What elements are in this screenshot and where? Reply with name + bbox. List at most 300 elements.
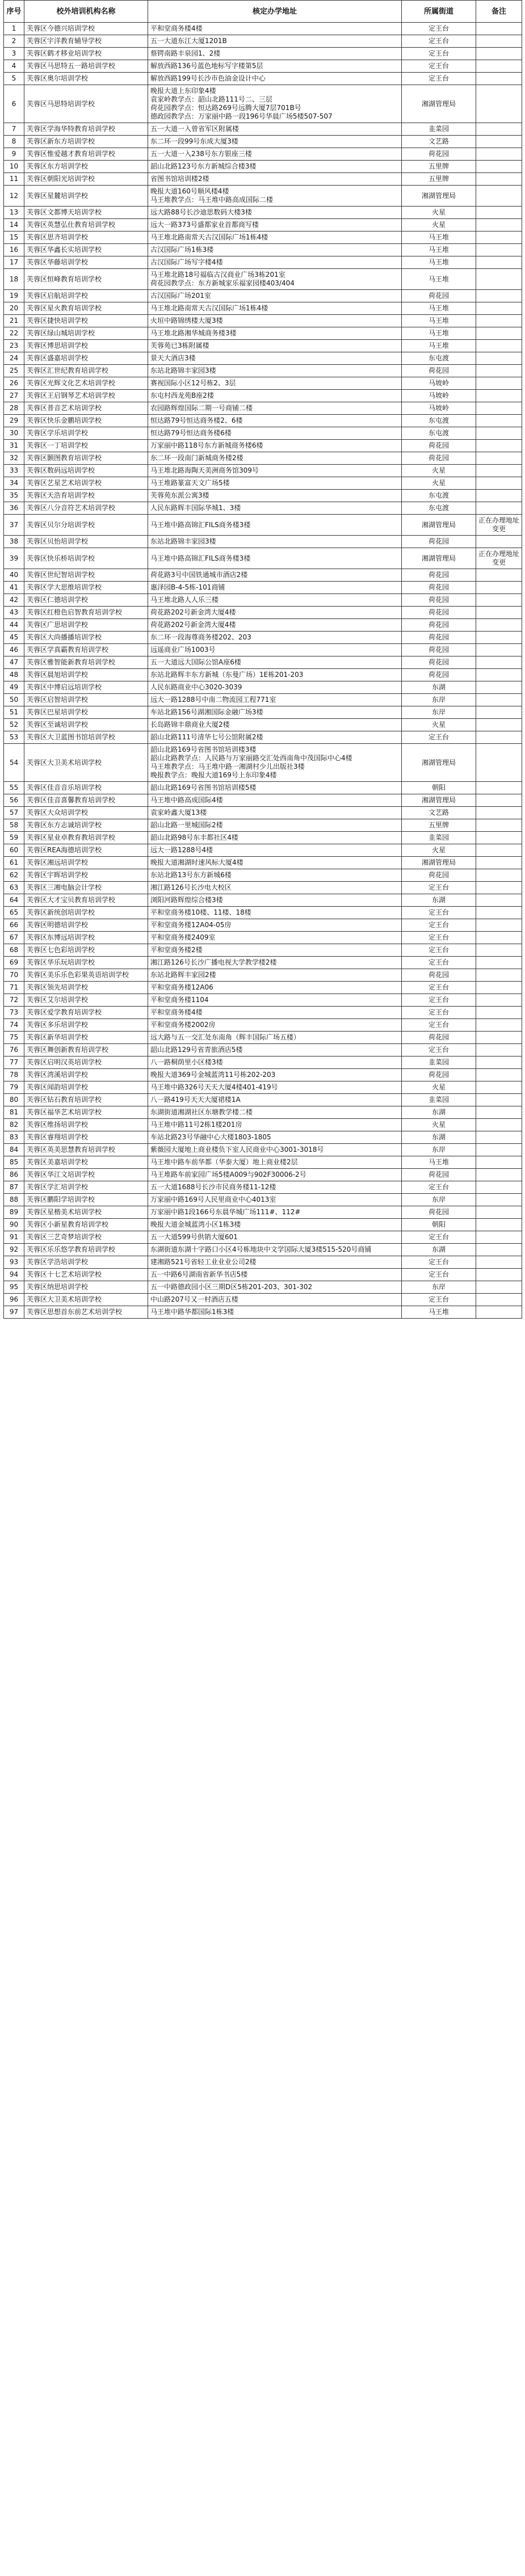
street-name: 荷花园 — [402, 148, 476, 161]
institution-address — [148, 35, 402, 48]
table-row — [4, 23, 522, 35]
institution-name: 芙蓉区新东方培训学校 — [24, 136, 148, 148]
table-row — [4, 869, 522, 882]
institution-address — [148, 1231, 402, 1244]
row-number: 7 — [4, 123, 24, 136]
institution-address — [148, 644, 402, 656]
address-line: 荷花路202号新金湾大厦4楼 — [150, 608, 236, 616]
institution-name: 芙蓉区舞创新教育培训学校 — [24, 1044, 148, 1057]
row-number: 87 — [4, 1181, 24, 1194]
row-number: 34 — [4, 477, 24, 490]
institution-name: 芙蓉区启智培训学校 — [24, 694, 148, 706]
row-number: 75 — [4, 1032, 24, 1044]
row-number: 29 — [4, 415, 24, 427]
address-line: 车站北路23号华融中心大楼1803-1805 — [150, 1133, 271, 1141]
institution-name: 芙蓉区普音艺术培训学校 — [24, 402, 148, 415]
table-row — [4, 907, 522, 919]
table-row — [4, 1007, 522, 1019]
table-row — [4, 502, 522, 515]
address-line: 韶山北路129号省青旅酒店5楼 — [150, 1046, 243, 1054]
table-row — [4, 35, 522, 48]
address-line: 人民东路商业中心3020-3039 — [150, 683, 242, 691]
address-line: 远大路与五一交汇处东南角（辉丰国际广场五楼） — [150, 1033, 301, 1041]
remark — [476, 844, 522, 857]
row-number: 70 — [4, 969, 24, 982]
institution-address — [148, 994, 402, 1007]
address-line: 马王堆中路高成国际4楼 — [150, 796, 223, 804]
row-number: 1 — [4, 23, 24, 35]
row-number: 45 — [4, 632, 24, 644]
table-row — [4, 882, 522, 894]
street-name: 荷花园 — [402, 1032, 476, 1044]
row-number: 97 — [4, 1306, 24, 1319]
street-name: 马王堆 — [402, 1306, 476, 1319]
remark — [476, 1106, 522, 1119]
address-line: 马王堆教学点：马王堆中路高成国际二楼 — [150, 196, 274, 204]
address-line: 平和堂商务楼4楼 — [150, 1008, 203, 1016]
institution-name: 芙蓉区星麓培训学校 — [24, 186, 148, 207]
remark — [476, 452, 522, 465]
row-number: 30 — [4, 427, 24, 440]
institution-name: 芙蓉区博思培训学校 — [24, 340, 148, 352]
table-row — [4, 744, 522, 782]
remark — [476, 290, 522, 302]
institution-address — [148, 244, 402, 256]
institution-name: 芙蓉区华乐玩培训学校 — [24, 957, 148, 969]
street-name: 东湖 — [402, 1131, 476, 1144]
remark — [476, 1281, 522, 1294]
street-name: 东湖 — [402, 1244, 476, 1256]
address-line: 马王堆中路华都国际1栋3楼 — [150, 1308, 234, 1316]
address-line: 晚报大道369号金城蓝湾11号栋202-203 — [150, 1071, 276, 1079]
street-name: 湘湖管理局 — [402, 744, 476, 782]
street-name: 定王台 — [402, 1044, 476, 1057]
institution-address — [148, 1181, 402, 1194]
address-line: 平和堂商务楼10楼、11楼、18楼 — [150, 908, 251, 916]
institution-address — [148, 1119, 402, 1131]
remark — [476, 390, 522, 402]
row-number: 13 — [4, 207, 24, 219]
remark — [476, 594, 522, 607]
institution-name: 芙蓉区贝尔分培训学校 — [24, 515, 148, 536]
table-row — [4, 932, 522, 944]
address-line: 解放西路199号长沙市色油金设计中心 — [150, 74, 266, 82]
table-row — [4, 944, 522, 957]
table-row — [4, 594, 522, 607]
street-name: 马王堆 — [402, 244, 476, 256]
row-number: 79 — [4, 1081, 24, 1094]
table-row — [4, 1044, 522, 1057]
row-number: 42 — [4, 594, 24, 607]
institution-address — [148, 844, 402, 857]
street-name: 荷花园 — [402, 669, 476, 681]
table-row — [4, 957, 522, 969]
street-name: 荷花园 — [402, 290, 476, 302]
table-row — [4, 1144, 522, 1156]
address-line: 惠泽园B-4-5栋-101商铺 — [150, 583, 225, 591]
address-line: 荷花路202号新金湾大厦4楼 — [150, 621, 236, 629]
institution-name: 芙蓉区学大思维培训学校 — [24, 582, 148, 594]
street-name: 荷花园 — [402, 1206, 476, 1219]
row-number: 76 — [4, 1044, 24, 1057]
institution-name: 芙蓉区大卫美术培训学校 — [24, 1294, 148, 1306]
institution-name: 芙蓉区红橙色启智教育培训学校 — [24, 607, 148, 619]
address-line: 远大一路1288号中南二物流园工程771室 — [150, 696, 276, 704]
row-number: 21 — [4, 315, 24, 327]
address-line: 荷花园教学点：恒达路269号远腾大厦7层701B号 — [150, 104, 301, 112]
table-row — [4, 536, 522, 548]
row-number: 28 — [4, 402, 24, 415]
institution-address — [148, 982, 402, 994]
remark — [476, 1306, 522, 1319]
table-row — [4, 919, 522, 932]
remark — [476, 819, 522, 832]
institution-address — [148, 1156, 402, 1169]
street-name: 马王堆 — [402, 327, 476, 340]
institution-address — [148, 490, 402, 502]
institution-name: 芙蓉区至诚培训学校 — [24, 719, 148, 731]
row-number: 56 — [4, 794, 24, 807]
institution-name: 芙蓉区快乐桥培训学校 — [24, 548, 148, 569]
remark — [476, 869, 522, 882]
table-row — [4, 1019, 522, 1032]
table-row — [4, 607, 522, 619]
street-name: 荷花园 — [402, 365, 476, 377]
table-row — [4, 415, 522, 427]
institution-address — [148, 1069, 402, 1081]
street-name: 定王台 — [402, 932, 476, 944]
street-name: 东岸 — [402, 706, 476, 719]
remark — [476, 1094, 522, 1106]
remark — [476, 994, 522, 1007]
institution-name: 芙蓉区马思特五一路培训学校 — [24, 60, 148, 73]
table-row — [4, 969, 522, 982]
address-line: 东站北路锦丰家园3楼 — [150, 537, 216, 545]
table-header-row — [4, 1, 522, 23]
table-row — [4, 681, 522, 694]
street-name: 荷花园 — [402, 632, 476, 644]
street-name: 湘湖管理局 — [402, 515, 476, 536]
institution-address — [148, 327, 402, 340]
row-number: 44 — [4, 619, 24, 632]
remark — [476, 377, 522, 390]
institution-name: 芙蓉区广思培训学校 — [24, 619, 148, 632]
institution-name: 芙蓉区大卫美术培训学校 — [24, 744, 148, 782]
row-number: 84 — [4, 1144, 24, 1156]
header-note: 备注 — [476, 1, 522, 23]
address-line: 古汉国际广场写字楼4楼 — [150, 258, 223, 266]
institution-name: 芙蓉区爱学教育培训学校 — [24, 1007, 148, 1019]
remark — [476, 85, 522, 123]
row-number: 88 — [4, 1194, 24, 1206]
table-row — [4, 1231, 522, 1244]
address-line: 韶山北路一里城国际2楼 — [150, 821, 223, 829]
remark — [476, 907, 522, 919]
table-row — [4, 1169, 522, 1181]
row-number: 46 — [4, 644, 24, 656]
institution-address — [148, 440, 402, 452]
header-name: 校外培训机构名称 — [24, 1, 148, 23]
remark — [476, 1206, 522, 1219]
institution-address — [148, 1144, 402, 1156]
institution-name: 芙蓉区鹏阳学培训学校 — [24, 1194, 148, 1206]
row-number: 8 — [4, 136, 24, 148]
address-line: 古汉国际广场201室 — [150, 292, 211, 300]
address-line: 韶山北路123号东方新城综合楼3楼 — [150, 162, 257, 170]
table-row — [4, 219, 522, 231]
institution-name: 芙蓉区光辉文化艺术培训学校 — [24, 377, 148, 390]
street-name: 马王堆 — [402, 315, 476, 327]
remark — [476, 48, 522, 60]
row-number: 63 — [4, 882, 24, 894]
address-line: 八一路桐荫里小区楼3楼 — [150, 1058, 223, 1066]
table-row — [4, 1131, 522, 1144]
remark — [476, 315, 522, 327]
address-line: 五一大道东江大厦1201B — [150, 37, 227, 45]
table-row — [4, 807, 522, 819]
row-number: 94 — [4, 1269, 24, 1281]
row-number: 37 — [4, 515, 24, 536]
street-name: 定王台 — [402, 60, 476, 73]
row-number: 15 — [4, 231, 24, 244]
institution-name: 芙蓉区贝怡培训学校 — [24, 536, 148, 548]
table-row — [4, 352, 522, 365]
institution-address — [148, 477, 402, 490]
institution-address — [148, 415, 402, 427]
table-row — [4, 1306, 522, 1319]
institution-name: 芙蓉区艺星艺术培训学校 — [24, 477, 148, 490]
table-row — [4, 731, 522, 744]
remark — [476, 231, 522, 244]
street-name: 荷花园 — [402, 644, 476, 656]
table-row — [4, 490, 522, 502]
institution-name: 芙蓉区快乐金鹏培训学校 — [24, 415, 148, 427]
header-street: 所属街道 — [402, 1, 476, 23]
address-line: 万家丽中路118号东方新城商务楼6楼 — [150, 441, 263, 449]
table-row — [4, 694, 522, 706]
institution-address — [148, 944, 402, 957]
institution-address — [148, 1094, 402, 1106]
address-line: 五一大道一入238号东方银座三楼 — [150, 150, 252, 158]
street-name: 定王台 — [402, 48, 476, 60]
institution-address — [148, 1219, 402, 1231]
table-row — [4, 894, 522, 907]
institution-address — [148, 1294, 402, 1306]
address-line: 建湘路521号省轻工业业业公司2楼 — [150, 1258, 257, 1266]
address-line: 马王堆路篆富天文广场5楼 — [150, 479, 230, 487]
institution-name: 芙蓉区绿山城培训学校 — [24, 327, 148, 340]
table-row — [4, 256, 522, 269]
row-number: 31 — [4, 440, 24, 452]
remark — [476, 427, 522, 440]
street-name: 马王堆 — [402, 302, 476, 315]
address-line: 赛视国际小区12号栋2、3层 — [150, 379, 236, 387]
institution-address — [148, 694, 402, 706]
table-row — [4, 1119, 522, 1131]
address-line: 马王堆教学点：马王堆中路一湘湖村少儿出版社3楼 — [150, 763, 305, 771]
remark — [476, 136, 522, 148]
address-line: 马王堆中路高锦汇FILS商务楼3楼 — [150, 554, 251, 562]
row-number: 12 — [4, 186, 24, 207]
remark — [476, 148, 522, 161]
institution-name: 芙蓉区星楷美术培训学校 — [24, 1206, 148, 1219]
row-number: 43 — [4, 607, 24, 619]
row-number: 38 — [4, 536, 24, 548]
remark — [476, 894, 522, 907]
institution-table-sheet — [3, 0, 522, 1319]
street-name: 文艺路 — [402, 136, 476, 148]
address-line: 湘江路126号长沙电大校区 — [150, 883, 232, 891]
institution-address — [148, 73, 402, 85]
row-number: 2 — [4, 35, 24, 48]
institution-name: 芙蓉区三湘电脑会计学校 — [24, 882, 148, 894]
street-name: 韭菜园 — [402, 1094, 476, 1106]
institution-name: 芙蓉区奥尔培训学校 — [24, 73, 148, 85]
address-line: 车站北路156号湖湘国际金融广场3楼 — [150, 708, 263, 716]
row-number: 86 — [4, 1169, 24, 1181]
table-row — [4, 582, 522, 594]
street-name: 定王台 — [402, 982, 476, 994]
remark — [476, 256, 522, 269]
street-name: 马坡岭 — [402, 377, 476, 390]
street-name: 定王台 — [402, 1007, 476, 1019]
table-row — [4, 290, 522, 302]
institution-name: 芙蓉区新统创培训学校 — [24, 907, 148, 919]
street-name: 东屯渡 — [402, 502, 476, 515]
remark — [476, 1269, 522, 1281]
row-number: 32 — [4, 452, 24, 465]
address-line: 五一中路6号湖南省新华书店5楼 — [150, 1270, 248, 1278]
institution-address — [148, 1081, 402, 1094]
row-number: 78 — [4, 1069, 24, 1081]
address-line: 东湖街道东湖十字路口小区4号栋地块中文学国际大厦3楼515-520号商铺 — [150, 1245, 372, 1253]
remark — [476, 186, 522, 207]
address-line: 袁家岭鑫大厦13楼 — [150, 809, 207, 816]
table-row — [4, 207, 522, 219]
address-line: 晚报教学点：晚报大道169号上东印象4楼 — [150, 771, 277, 779]
street-name: 马王堆 — [402, 256, 476, 269]
institution-address — [148, 148, 402, 161]
institution-name: 芙蓉区REA海德培训学校 — [24, 844, 148, 857]
institution-name: 芙蓉区雅智能新教育培训学校 — [24, 656, 148, 669]
institution-name: 芙蓉区世纪智培训学校 — [24, 569, 148, 582]
institution-name: 芙蓉区英美思慧教育培训学校 — [24, 1144, 148, 1156]
table-row — [4, 669, 522, 681]
institution-name: 芙蓉区三艺奇梦培训学校 — [24, 1231, 148, 1244]
row-number: 5 — [4, 73, 24, 85]
address-line: 晚报大道上东印象4楼 — [150, 87, 216, 95]
table-row — [4, 377, 522, 390]
remark — [476, 1019, 522, 1032]
institution-name: 芙蓉区中博启远培训学校 — [24, 681, 148, 694]
remark — [476, 269, 522, 290]
remark — [476, 465, 522, 477]
table-row — [4, 477, 522, 490]
institution-address — [148, 85, 402, 123]
institution-name: 芙蓉区鹤才移业培训学校 — [24, 48, 148, 60]
institution-name: 芙蓉区新华培训学校 — [24, 1032, 148, 1044]
street-name: 荷花园 — [402, 452, 476, 465]
remark — [476, 1007, 522, 1019]
remark — [476, 415, 522, 427]
institution-name: 芙蓉区十七艺术培训学校 — [24, 1269, 148, 1281]
address-line: 平和堂商务楼2002房 — [150, 1021, 216, 1029]
address-line: 恒达路79号恒达商务楼2、6楼 — [150, 416, 243, 424]
table-row — [4, 548, 522, 569]
street-name: 定王台 — [402, 35, 476, 48]
institution-address — [148, 269, 402, 290]
address-line: 晚报大道湘湖时速风标大厦4楼 — [150, 858, 243, 866]
institution-name: 芙蓉区小新星教育培训学校 — [24, 1219, 148, 1231]
address-line: 袁家岭教学点：韶山北路111号二、三层 — [150, 95, 272, 103]
institution-address — [148, 1106, 402, 1119]
institution-address — [148, 515, 402, 536]
row-number: 74 — [4, 1019, 24, 1032]
institution-address — [148, 969, 402, 982]
row-number: 48 — [4, 669, 24, 681]
institution-address — [148, 1032, 402, 1044]
institution-name: 芙蓉区钻石教育培训学校 — [24, 1094, 148, 1106]
institution-address — [148, 706, 402, 719]
institution-address — [148, 302, 402, 315]
remark — [476, 1156, 522, 1169]
table-row — [4, 427, 522, 440]
street-name: 定王台 — [402, 73, 476, 85]
remark — [476, 1057, 522, 1069]
institution-name: 芙蓉区湘远培训学校 — [24, 857, 148, 869]
institution-name: 芙蓉区东方培训学校 — [24, 161, 148, 173]
table-row — [4, 1156, 522, 1169]
address-line: 德政园教学点：万家丽中路一段196号华晨广场5楼507-507 — [150, 112, 333, 120]
remark — [476, 1294, 522, 1306]
street-name: 定王台 — [402, 907, 476, 919]
institution-address — [148, 731, 402, 744]
remark — [476, 352, 522, 365]
address-line: 东站北路锦丰家园3楼 — [150, 367, 216, 374]
table-row — [4, 706, 522, 719]
institution-address — [148, 869, 402, 882]
row-number: 23 — [4, 340, 24, 352]
remark — [476, 656, 522, 669]
institution-name: 芙蓉区学海华特教育培训学校 — [24, 123, 148, 136]
remark — [476, 1081, 522, 1094]
row-number: 50 — [4, 694, 24, 706]
remark — [476, 340, 522, 352]
institution-name: 芙蓉区盛嘉培训学校 — [24, 352, 148, 365]
street-name: 湘湖管理局 — [402, 85, 476, 123]
table-row — [4, 465, 522, 477]
row-number: 47 — [4, 656, 24, 669]
address-line: 马王堆北路湘华城商务楼3楼 — [150, 329, 237, 337]
row-number: 36 — [4, 502, 24, 515]
street-name: 朝阳 — [402, 1219, 476, 1231]
institution-address — [148, 377, 402, 390]
institution-address — [148, 882, 402, 894]
institution-name: 芙蓉区英慧弘仕教育培训学校 — [24, 219, 148, 231]
row-number: 4 — [4, 60, 24, 73]
institution-address — [148, 744, 402, 782]
address-line: 芙蓉苑已3栋附属楼 — [150, 342, 209, 350]
street-name: 火星 — [402, 219, 476, 231]
street-name: 荷花园 — [402, 569, 476, 582]
table-row — [4, 1094, 522, 1106]
row-number: 35 — [4, 490, 24, 502]
remark: 正在办理地址变更 — [476, 548, 522, 569]
address-line: 万家丽中路169号人民里商业中心4013室 — [150, 1196, 276, 1203]
remark — [476, 302, 522, 315]
institution-address — [148, 452, 402, 465]
institution-address — [148, 465, 402, 477]
